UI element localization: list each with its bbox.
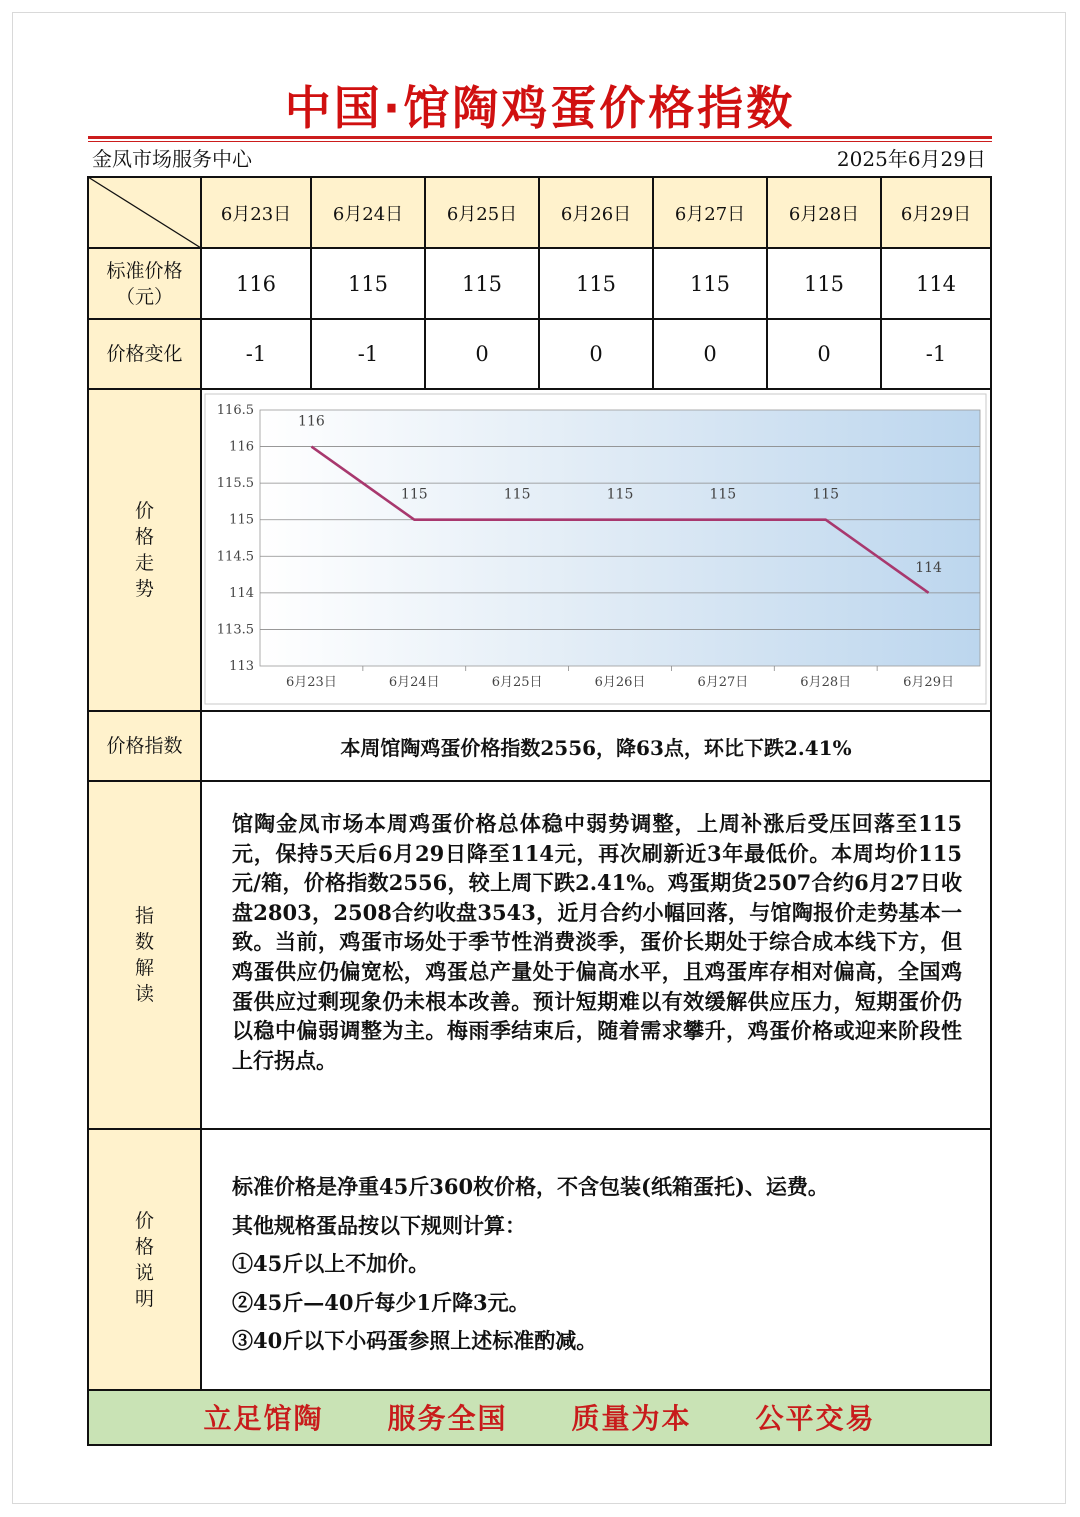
price-value: 115 (689, 271, 731, 296)
data-label: 115 (606, 486, 634, 503)
note-line: ②45斤—40斤每少1斤降3元。 (232, 1289, 530, 1315)
grid-line (880, 176, 882, 389)
price-value: 115 (347, 271, 389, 296)
x-tick-label: 6月23日 (286, 675, 337, 690)
change-value: 0 (475, 342, 489, 366)
slogan: 质量为本 (571, 1402, 692, 1435)
note-line: 其他规格蛋品按以下规则计算： (232, 1212, 526, 1238)
notes-label-char: 明 (134, 1287, 154, 1310)
trend-label-char: 走 (134, 552, 154, 574)
x-tick-label: 6月28日 (800, 675, 852, 690)
date-header: 6月26日 (539, 177, 653, 248)
y-tick-label: 116 (229, 439, 254, 455)
data-label: 115 (503, 486, 531, 503)
price-value: 114 (915, 271, 957, 296)
notes-label-char: 价 (134, 1209, 154, 1232)
slogan: 立足馆陶 (203, 1402, 324, 1435)
x-tick-label: 6月26日 (594, 675, 646, 690)
price-value: 115 (803, 271, 845, 296)
slogan: 公平交易 (755, 1402, 876, 1435)
note-line: ①45斤以上不加价。 (232, 1251, 430, 1276)
change-value: 0 (703, 342, 717, 366)
date-header: 6月29日 (881, 177, 991, 248)
grid-line (200, 176, 202, 1390)
price-label-line2: （元） (115, 285, 173, 308)
interpretation-label-char: 数 (134, 931, 154, 953)
grid-line (87, 1128, 992, 1130)
grid-line (652, 176, 654, 389)
notes-label-char: 格 (134, 1235, 154, 1258)
grid-line (87, 176, 89, 1446)
grid-line (990, 176, 992, 1446)
date-header: 6月25日 (425, 177, 539, 248)
data-label: 115 (812, 486, 840, 503)
date-header: 6月24日 (311, 177, 425, 248)
notes-list (232, 1168, 972, 1361)
price-value: 115 (575, 271, 617, 296)
grid-line (424, 176, 426, 389)
data-label: 115 (709, 486, 737, 503)
price-label-line1: 标准价格 (106, 259, 183, 282)
y-tick-label: 113 (229, 659, 254, 674)
grid-line (766, 176, 768, 389)
change-label: 价格变化 (88, 319, 201, 389)
report-date: 2025年6月29日 (836, 147, 986, 171)
data-label: 116 (298, 413, 325, 430)
note-line: 标准价格是净重45斤360枚价格，不含包装(纸箱蛋托)、运费。 (232, 1174, 829, 1199)
trend-label (88, 389, 201, 711)
price-label (88, 248, 201, 319)
interpretation-label-char: 解 (134, 957, 154, 979)
note-line: ③40斤以下小码蛋参照上述标准酌减。 (232, 1328, 598, 1353)
grid-line (538, 176, 540, 389)
change-value: 0 (817, 342, 831, 366)
date-header: 6月23日 (201, 177, 311, 248)
y-tick-label: 114 (229, 585, 254, 601)
y-tick-label: 116.5 (216, 403, 254, 418)
index-summary: 本周馆陶鸡蛋价格指数2556，降63点，环比下跌2.41% (340, 735, 852, 760)
change-value: -1 (925, 342, 947, 366)
data-label: 115 (400, 486, 428, 503)
trend-label-char: 格 (134, 526, 154, 548)
x-tick-label: 6月27日 (697, 675, 749, 690)
grid-line (87, 1389, 992, 1391)
grid-line (87, 780, 992, 782)
title-divider-thin (88, 141, 992, 142)
title-divider (88, 136, 992, 139)
interpretation-label-char: 读 (134, 983, 154, 1005)
x-tick-label: 6月24日 (388, 675, 440, 690)
notes-label-char: 说 (134, 1261, 154, 1284)
page-title: 中国·馆陶鸡蛋价格指数 (284, 81, 796, 135)
interpretation-label-char: 指 (134, 905, 154, 927)
y-tick-label: 114.5 (216, 549, 254, 565)
interpretation-text: 馆陶金凤市场本周鸡蛋价格总体稳中弱势调整，上周补涨后受压回落至115元，保持5天后6月29日降至114元，再次刷新近3年最低价。本周均价115元/箱，价格指数2556，较上周下跌2.41%。鸡蛋期货2507合约6月27日收盘2803，2508合约收盘3543，近月合约小幅回落，与馆陶报价走势基本一致。当前，鸡蛋市场处于季节性消费淡季，蛋价长期处于综合成本线下方，但鸡蛋供应仍偏宽松，鸡蛋总产量处于偏高水平，且鸡蛋库存相对偏高，全国鸡蛋供应过剩现象仍未根本改善。预计短期难以有效缓解供应压力，短期蛋价仍以稳中偏弱调整为主。梅雨季结束后，随着需求攀升，鸡蛋价格或迎来阶段性上行拐点。 (232, 811, 962, 1073)
plot-area (260, 410, 980, 666)
corner-diagonal (88, 177, 201, 248)
price-value: 116 (235, 271, 277, 296)
index-label: 价格指数 (88, 711, 201, 781)
corner-cell (88, 177, 201, 248)
grid-line (310, 176, 312, 389)
price-trend-chart (202, 390, 991, 710)
y-tick-label: 113.5 (216, 622, 254, 638)
change-value: 0 (589, 342, 603, 366)
date-header: 6月27日 (653, 177, 767, 248)
trend-label-char: 势 (134, 578, 154, 600)
grid-line (87, 1444, 992, 1446)
change-value: -1 (245, 342, 267, 366)
trend-label-char: 价 (134, 500, 154, 522)
data-label: 114 (915, 559, 942, 576)
x-tick-label: 6月25日 (491, 675, 543, 690)
notes-label (88, 1129, 201, 1390)
organization-name: 金凤市场服务中心 (92, 147, 252, 171)
x-tick-label: 6月29日 (903, 675, 954, 690)
slogan: 服务全国 (387, 1402, 508, 1435)
date-header: 6月28日 (767, 177, 881, 248)
price-value: 115 (461, 271, 503, 296)
interpretation-label (88, 781, 201, 1129)
y-tick-label: 115.5 (216, 476, 254, 492)
change-value: -1 (357, 342, 379, 366)
grid-line (87, 710, 992, 712)
y-tick-label: 115 (229, 512, 254, 528)
footer-slogans (89, 1390, 990, 1444)
